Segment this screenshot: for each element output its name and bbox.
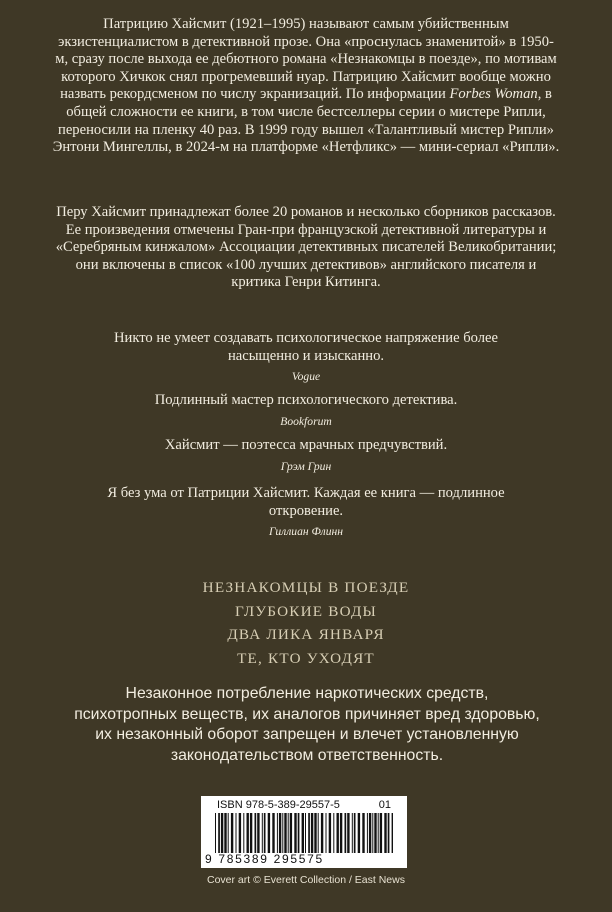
barcode-bar (224, 813, 226, 853)
barcode-bar (277, 813, 278, 853)
quote-source: Грэм Грин (280, 459, 332, 473)
barcode-bar (250, 813, 252, 853)
barcode-bar (294, 813, 296, 853)
barcode-bar (215, 813, 216, 853)
series-title: ДВА ЛИКА ЯНВАРЯ (227, 626, 385, 643)
barcode-bar (243, 813, 244, 853)
series-title: ГЛУБОКИЕ ВОДЫ (235, 602, 377, 620)
isbn-addon: 01 (378, 799, 391, 811)
series-title: НЕЗНАКОМЦЫ В ПОЕЗДЕ (202, 579, 410, 596)
bio-p1-text-a: Патрицию Хайсмит (1921–1995) называют самым убийственным экзистенциалистом в детективной прозе. Она «проснулась знаменитой» в 1950-м, сразу после выхода ее дебютного романа «Незнакомцы в поезде», по мотивам которого Хичкок снял прогремевший нуар. Патрицию Хайсмит вообще можно назвать рекордсменом по числу экранизаций. По информации (55, 16, 557, 103)
barcode-bar (374, 813, 376, 853)
barcode-bar (279, 813, 281, 853)
barcode-bar (264, 813, 266, 853)
quote-source: Vogue (291, 370, 321, 384)
barcode-bar (262, 813, 263, 853)
barcode-bar (284, 813, 286, 853)
barcode-bar (392, 813, 393, 853)
barcode-bar (345, 813, 347, 853)
barcode-bar (321, 813, 323, 853)
bio-paragraph-2 (52, 204, 560, 292)
barcode-bar (367, 813, 368, 853)
review-quote (100, 392, 512, 429)
barcode-bar (347, 813, 349, 853)
barcode-bar (378, 813, 379, 853)
review-quote (100, 437, 512, 474)
barcode-bar (362, 813, 364, 853)
barcode-bar (358, 813, 360, 853)
quote-source: Bookforum (280, 414, 332, 428)
review-quote (100, 330, 512, 384)
barcode-bar (298, 813, 300, 853)
quote-text: Я без ума от Патриции Хайсмит. Каждая ее книга — подлинное откровение. (107, 485, 505, 519)
cover-art-credit: Cover art © Everett Collection / East News (207, 874, 405, 886)
barcode-bar (318, 813, 319, 853)
barcode-bar (354, 813, 356, 853)
bio-paragraph-1 (52, 16, 560, 157)
barcode-bar (340, 813, 342, 853)
barcode-bar (236, 813, 237, 853)
barcode-bar (255, 813, 257, 853)
barcode-bar (388, 813, 390, 853)
barcode-bar (333, 813, 334, 853)
bio-p1-magazine: Forbes Woman (449, 86, 538, 103)
barcode-bar (302, 813, 304, 853)
barcode-bars (215, 813, 393, 853)
barcode-digits: 9 785389 295575 (205, 852, 324, 866)
barcode-bar (305, 813, 306, 853)
health-warning: Незаконное потребление наркотических средств, психотропных веществ, их аналогов причиняет вред здоровью, их незаконный оборот запрещен и влечет установленную законодательством ответственность. (74, 685, 540, 764)
barcode-bar (288, 813, 289, 853)
barcode-bar (352, 813, 353, 853)
barcode-bar (247, 813, 249, 853)
barcode-bar (329, 813, 331, 853)
barcode-bar (372, 813, 373, 853)
barcode-bar (239, 813, 241, 853)
barcode-bar (384, 813, 386, 853)
barcode-bar (369, 813, 371, 853)
barcode-bar (218, 813, 220, 853)
bio-p1-text-b: , в общей сложности ее книги, в том числе бестселлеры серии о мистере Рипли, переносили на пленку 40 раз. В 1999 году вышел «Талантливый мистер Рипли» Энтони Мингеллы, в 2024-м на платформе «Нетфликс» — мини-сериал «Рипли». (52, 86, 560, 156)
quote-source: Гиллиан Флинн (268, 525, 344, 539)
isbn-barcode (201, 796, 407, 868)
isbn-line (217, 799, 403, 811)
review-quote (100, 485, 512, 539)
barcode-bar (231, 813, 233, 853)
barcode-bar (290, 813, 292, 853)
isbn-label: ISBN 978-5-389-29557-5 (217, 799, 340, 811)
barcode-bar (337, 813, 339, 853)
series-titles (0, 576, 612, 670)
barcode-bar (311, 813, 313, 853)
barcode-bar (314, 813, 316, 853)
barcode-bar (268, 813, 270, 853)
barcode-bar (221, 813, 223, 853)
barcode-bar (257, 813, 259, 853)
quote-text: Подлинный мастер психологического детектива. (154, 392, 458, 408)
quote-text: Никто не умеет создавать психологическое напряжение более насыщенно и изысканно. (113, 330, 498, 364)
barcode-bar (308, 813, 310, 853)
barcode-bar (282, 813, 283, 853)
barcode-bar (228, 813, 229, 853)
series-title: ТЕ, КТО УХОДЯТ (237, 649, 375, 667)
barcode-bar (380, 813, 382, 853)
barcode-bar (272, 813, 274, 853)
barcode-bar (326, 813, 327, 853)
quote-text: Хайсмит — поэтесса мрачных предчувствий. (164, 437, 448, 453)
bio-p2-text: Перу Хайсмит принадлежат более 20 романов и несколько сборников рассказов. Ее произведения отмечены Гран-при французской детективной литературы и «Серебряным кинжалом» Ассоциации детективных писателей Великобритании; они включены в список «100 лучших детективов» английского писателя и критика Генри Китинга. (55, 204, 557, 291)
